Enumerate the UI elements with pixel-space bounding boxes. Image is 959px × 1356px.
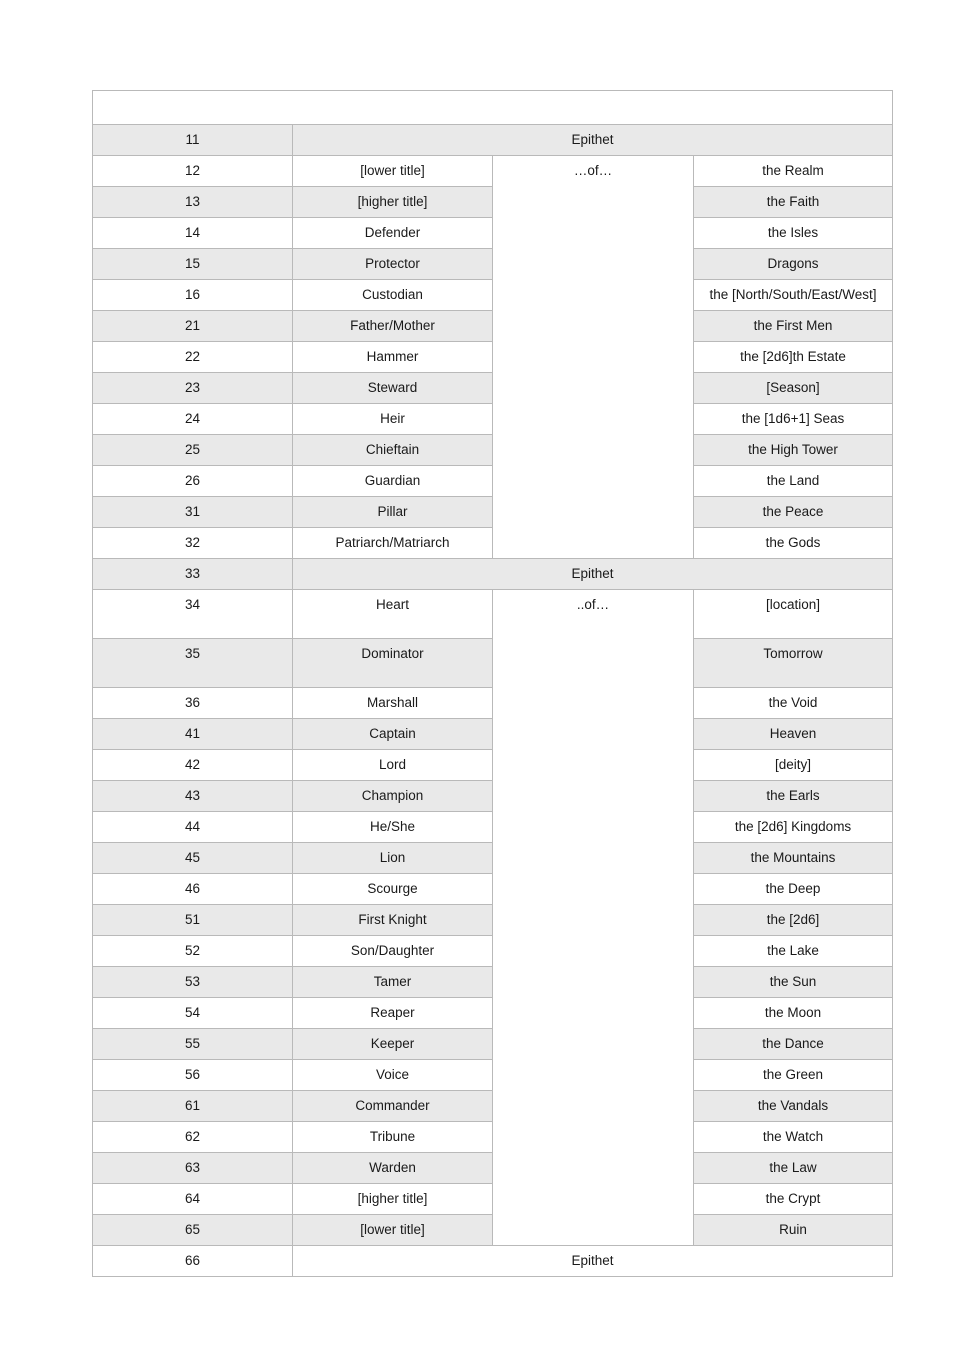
object-cell: the Lake bbox=[694, 936, 893, 967]
roll-cell: 26 bbox=[93, 466, 293, 497]
roll-cell: 66 bbox=[93, 1246, 293, 1277]
roll-cell: 61 bbox=[93, 1091, 293, 1122]
object-cell: the Dance bbox=[694, 1029, 893, 1060]
connector-cell: ..of… bbox=[493, 590, 694, 1246]
roll-cell: 14 bbox=[93, 218, 293, 249]
object-cell: the Earls bbox=[694, 781, 893, 812]
object-cell: Ruin bbox=[694, 1215, 893, 1246]
object-cell: the Peace bbox=[694, 497, 893, 528]
roll-cell: 64 bbox=[93, 1184, 293, 1215]
title-cell: Keeper bbox=[293, 1029, 493, 1060]
title-cell: Hammer bbox=[293, 342, 493, 373]
title-cell: [higher title] bbox=[293, 1184, 493, 1215]
title-cell: Steward bbox=[293, 373, 493, 404]
roll-cell: 34 bbox=[93, 590, 293, 639]
title-cell: Marshall bbox=[293, 688, 493, 719]
title-cell: Voice bbox=[293, 1060, 493, 1091]
roll-cell: 24 bbox=[93, 404, 293, 435]
title-cell: Tamer bbox=[293, 967, 493, 998]
title-cell: Pillar bbox=[293, 497, 493, 528]
object-cell: the Green bbox=[694, 1060, 893, 1091]
epithet-label: Epithet bbox=[293, 125, 893, 156]
table-row bbox=[93, 590, 893, 639]
roll-cell: 22 bbox=[93, 342, 293, 373]
object-cell: the First Men bbox=[694, 311, 893, 342]
epithet-label: Epithet bbox=[293, 559, 893, 590]
object-cell: the Realm bbox=[694, 156, 893, 187]
title-cell: Guardian bbox=[293, 466, 493, 497]
epithet-row bbox=[93, 559, 893, 590]
object-cell: Tomorrow bbox=[694, 639, 893, 688]
object-cell: [deity] bbox=[694, 750, 893, 781]
table-body bbox=[93, 125, 893, 1277]
epithet-row bbox=[93, 125, 893, 156]
title-cell: Captain bbox=[293, 719, 493, 750]
roll-cell: 12 bbox=[93, 156, 293, 187]
roll-cell: 62 bbox=[93, 1122, 293, 1153]
title-cell: Father/Mother bbox=[293, 311, 493, 342]
object-cell: the Deep bbox=[694, 874, 893, 905]
roll-cell: 11 bbox=[93, 125, 293, 156]
title-cell: Commander bbox=[293, 1091, 493, 1122]
epithet-label: Epithet bbox=[293, 1246, 893, 1277]
object-cell: Dragons bbox=[694, 249, 893, 280]
title-cell: Custodian bbox=[293, 280, 493, 311]
epithet-row bbox=[93, 1246, 893, 1277]
object-cell: the Vandals bbox=[694, 1091, 893, 1122]
object-cell: [location] bbox=[694, 590, 893, 639]
title-cell: Champion bbox=[293, 781, 493, 812]
roll-cell: 44 bbox=[93, 812, 293, 843]
roll-cell: 41 bbox=[93, 719, 293, 750]
roll-cell: 23 bbox=[93, 373, 293, 404]
roll-cell: 33 bbox=[93, 559, 293, 590]
title-cell: [lower title] bbox=[293, 156, 493, 187]
roll-cell: 56 bbox=[93, 1060, 293, 1091]
roll-cell: 36 bbox=[93, 688, 293, 719]
object-cell: the Moon bbox=[694, 998, 893, 1029]
title-cell: First Knight bbox=[293, 905, 493, 936]
roll-cell: 15 bbox=[93, 249, 293, 280]
object-cell: the [1d6+1] Seas bbox=[694, 404, 893, 435]
title-cell: Warden bbox=[293, 1153, 493, 1184]
title-cell: Heir bbox=[293, 404, 493, 435]
title-cell: Scourge bbox=[293, 874, 493, 905]
object-cell: the Faith bbox=[694, 187, 893, 218]
title-cell: Heart bbox=[293, 590, 493, 639]
roll-cell: 53 bbox=[93, 967, 293, 998]
title-cell: Dominator bbox=[293, 639, 493, 688]
roll-cell: 63 bbox=[93, 1153, 293, 1184]
object-cell: the Gods bbox=[694, 528, 893, 559]
title-cell: Patriarch/Matriarch bbox=[293, 528, 493, 559]
roll-cell: 25 bbox=[93, 435, 293, 466]
roll-cell: 43 bbox=[93, 781, 293, 812]
roll-cell: 13 bbox=[93, 187, 293, 218]
roll-cell: 65 bbox=[93, 1215, 293, 1246]
table-title: Sobriquets (d66) bbox=[93, 91, 893, 125]
title-cell: Defender bbox=[293, 218, 493, 249]
title-cell: Son/Daughter bbox=[293, 936, 493, 967]
roll-cell: 51 bbox=[93, 905, 293, 936]
object-cell: the Law bbox=[694, 1153, 893, 1184]
object-cell: the Isles bbox=[694, 218, 893, 249]
roll-cell: 55 bbox=[93, 1029, 293, 1060]
object-cell: the [2d6] Kingdoms bbox=[694, 812, 893, 843]
roll-cell: 42 bbox=[93, 750, 293, 781]
title-cell: He/She bbox=[293, 812, 493, 843]
title-cell: [higher title] bbox=[293, 187, 493, 218]
object-cell: the Sun bbox=[694, 967, 893, 998]
roll-cell: 52 bbox=[93, 936, 293, 967]
sobriquets-table bbox=[92, 90, 893, 1277]
object-cell: the [2d6] bbox=[694, 905, 893, 936]
object-cell: the Void bbox=[694, 688, 893, 719]
table-header-row bbox=[93, 91, 893, 125]
connector-cell: …of… bbox=[493, 156, 694, 559]
table-row bbox=[93, 156, 893, 187]
object-cell: the Land bbox=[694, 466, 893, 497]
roll-cell: 32 bbox=[93, 528, 293, 559]
title-cell: Chieftain bbox=[293, 435, 493, 466]
title-cell: Reaper bbox=[293, 998, 493, 1029]
object-cell: the Watch bbox=[694, 1122, 893, 1153]
roll-cell: 46 bbox=[93, 874, 293, 905]
object-cell: Heaven bbox=[694, 719, 893, 750]
roll-cell: 16 bbox=[93, 280, 293, 311]
roll-cell: 31 bbox=[93, 497, 293, 528]
object-cell: the High Tower bbox=[694, 435, 893, 466]
object-cell: the Mountains bbox=[694, 843, 893, 874]
title-cell: [lower title] bbox=[293, 1215, 493, 1246]
roll-cell: 35 bbox=[93, 639, 293, 688]
object-cell: the [North/South/East/West] bbox=[694, 280, 893, 311]
title-cell: Tribune bbox=[293, 1122, 493, 1153]
title-cell: Lord bbox=[293, 750, 493, 781]
object-cell: the Crypt bbox=[694, 1184, 893, 1215]
title-cell: Protector bbox=[293, 249, 493, 280]
object-cell: [Season] bbox=[694, 373, 893, 404]
title-cell: Lion bbox=[293, 843, 493, 874]
object-cell: the [2d6]th Estate bbox=[694, 342, 893, 373]
roll-cell: 21 bbox=[93, 311, 293, 342]
roll-cell: 54 bbox=[93, 998, 293, 1029]
roll-cell: 45 bbox=[93, 843, 293, 874]
